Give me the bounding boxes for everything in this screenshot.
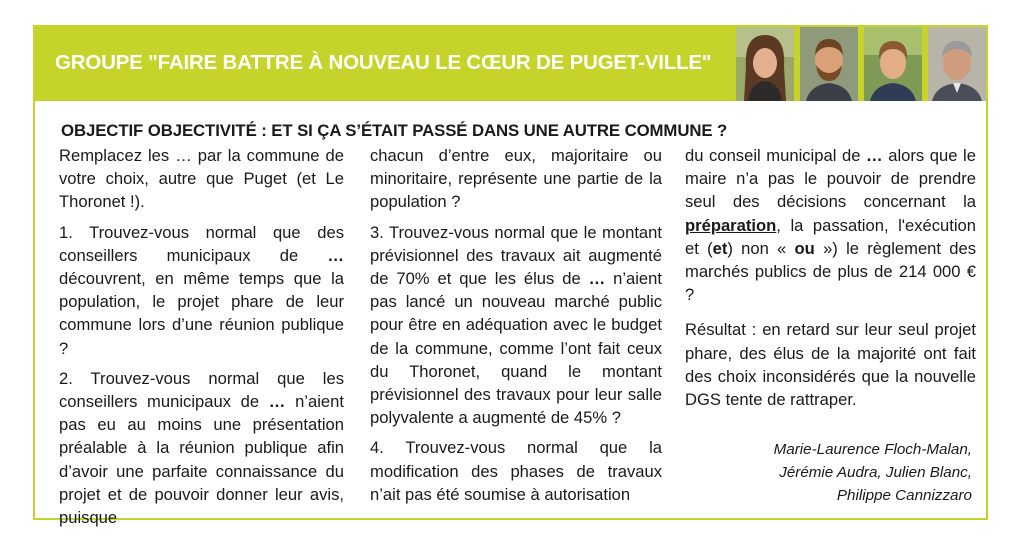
- question-1: 1. Trouvez-vous normal que des conseillers municipaux de … découvrent, en même temps que la population, le projet phare de leur commune lors d’une réunion publique ?: [59, 222, 344, 358]
- article-headline: OBJECTIF OBJECTIVITÉ : ET SI ÇA S’ÉTAIT PASSÉ DANS UNE AUTRE COMMUNE ?: [61, 121, 728, 140]
- group-title: GROUPE "FAIRE BATTRE À NOUVEAU LE CŒUR DE PUGET-VILLE": [55, 51, 712, 74]
- result-paragraph: Résultat : en retard sur leur seul projet phare, des élus de la majorité ont fait des choix inconsidérés que la nouvelle DGS tente de rattraper.: [685, 320, 976, 410]
- intro-paragraph: Remplacez les … par la commune de votre choix, autre que Puget (et Le Thoronet !).: [59, 146, 344, 212]
- signature-line: Philippe Cannizzaro: [836, 487, 972, 504]
- portrait-older-man: [928, 27, 986, 101]
- portrait-woman: [736, 27, 794, 101]
- question-2: 2. Trouvez-vous normal que les conseillers municipaux de … n’aient pas eu au moins une présentation préalable à la réunion publique afin d’avoir une parfaite connaissance du projet et de pouvoir donner leur avis, puisque: [59, 368, 344, 528]
- portrait-strip: [736, 27, 986, 101]
- column-3: [685, 144, 976, 418]
- question-4: 4. Trouvez-vous normal que la modification des phases de travaux n’ait pas été soumise à autorisation: [370, 438, 662, 504]
- portrait-young-man: [864, 27, 922, 101]
- header-band: [35, 27, 986, 101]
- column-2: [370, 144, 662, 513]
- question-4-continued: du conseil municipal de … alors que le maire n’a pas le pouvoir de prendre seul des décisions concernant la préparation, la passation, l'exécution et (et) non « ou ») le règlement des marchés publics de plus de 214 000 € ?: [685, 146, 976, 305]
- signature-line: Jérémie Audra, Julien Blanc,: [779, 464, 972, 481]
- signatures: [774, 438, 972, 507]
- question-3: 3. Trouvez-vous normal que le montant prévisionnel des travaux ait augmenté de 70% et que les élus de … n’aient pas lancé un nouveau marché public pour être en adéquation avec le budget de la commune, comme l’ont fait ceux du Thoronet, quand le montant prévisionnel des travaux pour leur salle polyvalente a augmenté de 45% ?: [370, 222, 662, 428]
- signature-line: Marie-Laurence Floch-Malan,: [773, 441, 972, 458]
- portrait-man-beard: [800, 27, 858, 101]
- column-1: [59, 144, 344, 536]
- question-2-continued: chacun d’entre eux, majoritaire ou minoritaire, représente une partie de la population ?: [370, 146, 662, 212]
- article-frame: [33, 25, 988, 528]
